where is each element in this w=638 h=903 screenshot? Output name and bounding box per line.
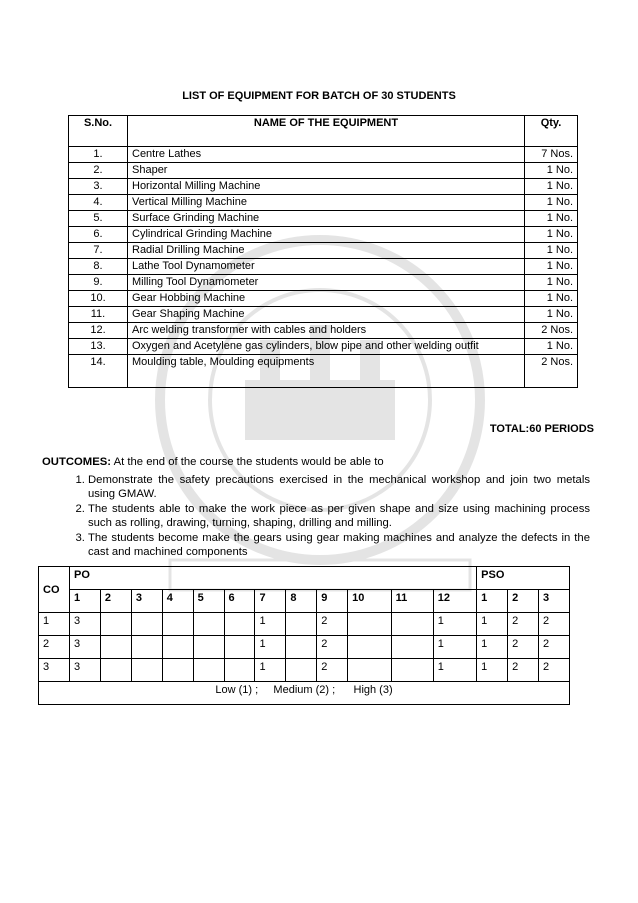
po-number-header: 11 (391, 590, 433, 613)
pso-value-cell: 1 (477, 636, 508, 659)
po-number-header: 6 (224, 590, 255, 613)
equipment-row (69, 323, 578, 339)
po-number-header: 10 (348, 590, 391, 613)
equipment-sno-cell: 4. (69, 195, 128, 211)
equipment-name-cell: Surface Grinding Machine (128, 211, 525, 227)
pso-value-cell: 2 (508, 636, 539, 659)
po-value-cell (131, 636, 162, 659)
page-title: LIST OF EQUIPMENT FOR BATCH OF 30 STUDENTS (182, 90, 456, 102)
co-id-cell: 3 (39, 659, 70, 682)
pso-value-cell: 2 (508, 659, 539, 682)
po-number-header: 2 (100, 590, 131, 613)
po-value-cell: 1 (433, 659, 476, 682)
equipment-qty-cell: 1 No. (525, 259, 578, 275)
co-header-row-1 (39, 567, 570, 590)
qty-header: Qty. (525, 116, 578, 147)
equipment-name-cell: Moulding table, Moulding equipments (128, 355, 525, 388)
total-periods: TOTAL:60 PERIODS (489, 423, 594, 435)
equipment-qty-cell: 1 No. (525, 179, 578, 195)
co-row (39, 659, 570, 682)
equipment-name-cell: Gear Shaping Machine (128, 307, 525, 323)
po-value-cell: 3 (70, 613, 101, 636)
po-value-cell (286, 659, 317, 682)
po-value-cell: 3 (70, 659, 101, 682)
po-value-cell: 1 (255, 659, 286, 682)
equipment-name-cell: Oxygen and Acetylene gas cylinders, blow pipe and other welding outfit (128, 339, 525, 355)
equipment-name-cell: Cylindrical Grinding Machine (128, 227, 525, 243)
pso-value-cell: 1 (477, 659, 508, 682)
equipment-qty-cell: 1 No. (525, 227, 578, 243)
pso-number-header: 2 (508, 590, 539, 613)
po-value-cell: 2 (317, 613, 348, 636)
equipment-name-cell: Milling Tool Dynamometer (128, 275, 525, 291)
co-header-row-2 (39, 590, 570, 613)
po-value-cell (224, 636, 255, 659)
pso-value-cell: 2 (538, 613, 569, 636)
po-value-cell (100, 636, 131, 659)
equipment-table (68, 115, 578, 388)
equipment-name-cell: Shaper (128, 163, 525, 179)
po-value-cell: 1 (433, 636, 476, 659)
co-po-mapping-table (38, 566, 570, 705)
co-row (39, 636, 570, 659)
po-value-cell (286, 636, 317, 659)
equipment-row (69, 211, 578, 227)
pso-value-cell: 1 (477, 613, 508, 636)
po-value-cell (224, 659, 255, 682)
co-legend-row (39, 682, 570, 705)
po-value-cell (100, 613, 131, 636)
equipment-sno-cell: 12. (69, 323, 128, 339)
equipment-qty-cell: 2 Nos. (525, 355, 578, 388)
equipment-row (69, 195, 578, 211)
outcomes-list (42, 473, 590, 559)
po-value-cell: 1 (433, 613, 476, 636)
po-value-cell (193, 613, 224, 636)
po-value-cell (162, 636, 193, 659)
po-number-header: 7 (255, 590, 286, 613)
equipment-row (69, 179, 578, 195)
equipment-qty-cell: 1 No. (525, 211, 578, 227)
po-value-cell: 2 (317, 659, 348, 682)
co-legend: Low (1) ; Medium (2) ; High (3) (39, 682, 570, 705)
equipment-name-cell: Arc welding transformer with cables and holders (128, 323, 525, 339)
equipment-sno-cell: 11. (69, 307, 128, 323)
equipment-sno-cell: 9. (69, 275, 128, 291)
pso-value-cell: 2 (538, 659, 569, 682)
po-value-cell: 3 (70, 636, 101, 659)
po-value-cell: 1 (255, 613, 286, 636)
outcomes-section (42, 455, 590, 560)
po-value-cell (224, 613, 255, 636)
equipment-row (69, 307, 578, 323)
pso-number-header: 3 (538, 590, 569, 613)
co-id-cell: 2 (39, 636, 70, 659)
po-number-header: 1 (70, 590, 101, 613)
equipment-qty-cell: 2 Nos. (525, 323, 578, 339)
po-value-cell (193, 636, 224, 659)
equipment-row (69, 163, 578, 179)
po-value-cell (348, 659, 391, 682)
pso-header: PSO (477, 567, 570, 590)
pso-value-cell: 2 (508, 613, 539, 636)
equipment-sno-cell: 6. (69, 227, 128, 243)
po-value-cell (391, 613, 433, 636)
equipment-qty-cell: 1 No. (525, 307, 578, 323)
equipment-row (69, 355, 578, 388)
equipment-name-cell: Lathe Tool Dynamometer (128, 259, 525, 275)
po-value-cell (131, 613, 162, 636)
equipment-row (69, 291, 578, 307)
po-value-cell (162, 659, 193, 682)
equipment-sno-cell: 2. (69, 163, 128, 179)
equipment-sno-cell: 10. (69, 291, 128, 307)
equipment-name-header: NAME OF THE EQUIPMENT (128, 116, 525, 147)
equipment-row (69, 339, 578, 355)
po-value-cell (391, 636, 433, 659)
outcome-item: 3. The students become make the gears using gear making machines and analyze the defects in the cast and machined components (88, 531, 590, 559)
po-value-cell (348, 613, 391, 636)
po-value-cell (348, 636, 391, 659)
equipment-qty-cell: 1 No. (525, 195, 578, 211)
po-value-cell: 2 (317, 636, 348, 659)
po-value-cell (391, 659, 433, 682)
outcomes-intro (42, 455, 590, 469)
equipment-header-row (69, 116, 578, 147)
equipment-qty-cell: 1 No. (525, 275, 578, 291)
po-value-cell (193, 659, 224, 682)
equipment-name-cell: Centre Lathes (128, 147, 525, 163)
equipment-row (69, 243, 578, 259)
equipment-row (69, 147, 578, 163)
po-number-header: 3 (131, 590, 162, 613)
equipment-qty-cell: 1 No. (525, 243, 578, 259)
equipment-sno-cell: 13. (69, 339, 128, 355)
equipment-row (69, 259, 578, 275)
outcome-item: 2. The students able to make the work piece as per given shape and size using machining process such as rolling, drawing, turning, shaping, drilling and milling. (88, 502, 590, 530)
outcomes-intro-text: At the end of the course the students would be able to (113, 456, 384, 468)
equipment-name-cell: Radial Drilling Machine (128, 243, 525, 259)
sno-header: S.No. (69, 116, 128, 147)
equipment-qty-cell: 1 No. (525, 163, 578, 179)
co-id-cell: 1 (39, 613, 70, 636)
equipment-sno-cell: 3. (69, 179, 128, 195)
equipment-name-cell: Vertical Milling Machine (128, 195, 525, 211)
equipment-name-cell: Gear Hobbing Machine (128, 291, 525, 307)
pso-value-cell: 2 (538, 636, 569, 659)
equipment-qty-cell: 1 No. (525, 339, 578, 355)
equipment-row (69, 227, 578, 243)
equipment-qty-cell: 7 Nos. (525, 147, 578, 163)
equipment-sno-cell: 5. (69, 211, 128, 227)
outcome-item: 1. Demonstrate the safety precautions exercised in the mechanical workshop and join two metals using GMAW. (88, 473, 590, 501)
po-value-cell (131, 659, 162, 682)
po-number-header: 4 (162, 590, 193, 613)
po-value-cell (100, 659, 131, 682)
po-number-header: 9 (317, 590, 348, 613)
po-number-header: 12 (433, 590, 476, 613)
pso-number-header: 1 (477, 590, 508, 613)
equipment-sno-cell: 7. (69, 243, 128, 259)
equipment-sno-cell: 14. (69, 355, 128, 388)
po-value-cell: 1 (255, 636, 286, 659)
equipment-sno-cell: 1. (69, 147, 128, 163)
po-number-header: 8 (286, 590, 317, 613)
co-header: CO (39, 567, 70, 613)
outcomes-label: OUTCOMES: (42, 456, 112, 468)
po-value-cell (286, 613, 317, 636)
po-header: PO (70, 567, 477, 590)
po-value-cell (162, 613, 193, 636)
equipment-qty-cell: 1 No. (525, 291, 578, 307)
po-number-header: 5 (193, 590, 224, 613)
equipment-sno-cell: 8. (69, 259, 128, 275)
co-row (39, 613, 570, 636)
equipment-row (69, 275, 578, 291)
equipment-name-cell: Horizontal Milling Machine (128, 179, 525, 195)
